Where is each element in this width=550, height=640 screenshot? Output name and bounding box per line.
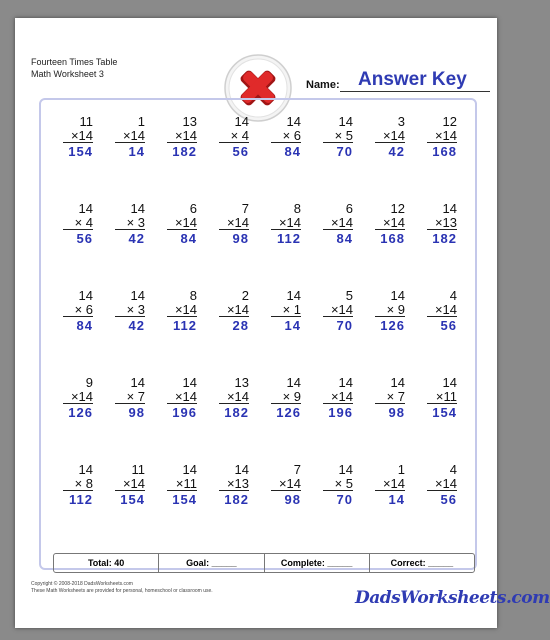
- name-field: [306, 67, 486, 91]
- problem-body: [219, 463, 249, 506]
- multiplier: ×14: [63, 129, 93, 143]
- multiplicand: 7: [293, 462, 301, 477]
- multiplicand: 14: [442, 375, 457, 390]
- multiplicand: 14: [130, 201, 145, 216]
- problem-body: [323, 289, 353, 332]
- answer: 84: [180, 231, 197, 246]
- answer: 14: [388, 492, 405, 507]
- problem: [153, 113, 205, 200]
- problem: [49, 374, 101, 461]
- multiplier: ×13: [219, 477, 249, 491]
- answer-key-label: Answer Key: [358, 69, 467, 90]
- copyright-line-2: These Math Worksheets are provided for personal, homeschool or classroom use.: [31, 588, 213, 594]
- problem: [361, 200, 413, 287]
- multiplicand: 8: [293, 201, 301, 216]
- problem: [413, 113, 465, 200]
- problem-body: [115, 289, 145, 332]
- problem: [205, 374, 257, 461]
- multiplicand: 14: [390, 288, 405, 303]
- answer: 126: [276, 405, 301, 420]
- problem-body: [323, 115, 353, 158]
- problem: [361, 374, 413, 461]
- multiplicand: 14: [286, 288, 301, 303]
- problem-body: [219, 202, 249, 245]
- problem-body: [271, 289, 301, 332]
- multiplier: × 3: [115, 303, 145, 317]
- problem-body: [167, 376, 197, 419]
- answer: 98: [128, 405, 145, 420]
- problem: [361, 113, 413, 200]
- problem: [257, 461, 309, 548]
- answer: 84: [76, 318, 93, 333]
- multiplicand: 1: [137, 114, 145, 129]
- multiplicand: 13: [234, 375, 249, 390]
- multiplicand: 14: [234, 462, 249, 477]
- brand-logo: DadsWorksheets.com: [355, 588, 550, 608]
- problem: [49, 200, 101, 287]
- multiplicand: 14: [78, 201, 93, 216]
- answer: 112: [277, 231, 301, 246]
- multiplier: × 7: [115, 390, 145, 404]
- problem-body: [427, 289, 457, 332]
- multiplier: × 3: [115, 216, 145, 230]
- problem: [205, 287, 257, 374]
- answer: 196: [172, 405, 197, 420]
- problem-body: [271, 463, 301, 506]
- answer: 112: [173, 318, 197, 333]
- multiplicand: 5: [345, 288, 353, 303]
- answer: 126: [68, 405, 93, 420]
- answer: 56: [76, 231, 93, 246]
- multiplicand: 4: [449, 288, 457, 303]
- title-line-2: Math Worksheet 3: [31, 69, 104, 79]
- problem-body: [427, 463, 457, 506]
- goal-cell: Goal: _____: [159, 554, 264, 572]
- answer: 98: [232, 231, 249, 246]
- problem-body: [219, 115, 249, 158]
- multiplier: ×14: [219, 216, 249, 230]
- problem-body: [63, 115, 93, 158]
- multiplier: ×14: [167, 216, 197, 230]
- problem-body: [323, 463, 353, 506]
- problem-body: [375, 115, 405, 158]
- multiplier: ×11: [167, 477, 197, 491]
- answer: 84: [336, 231, 353, 246]
- answer: 42: [388, 144, 405, 159]
- problem: [49, 287, 101, 374]
- answer: 56: [440, 318, 457, 333]
- problem-body: [167, 115, 197, 158]
- multiplier: ×14: [219, 303, 249, 317]
- problem-body: [63, 202, 93, 245]
- answer: 28: [232, 318, 249, 333]
- problem-body: [271, 115, 301, 158]
- multiplicand: 14: [234, 114, 249, 129]
- multiplicand: 14: [338, 114, 353, 129]
- problem: [101, 113, 153, 200]
- multiplier: × 5: [323, 129, 353, 143]
- multiplicand: 11: [79, 114, 93, 129]
- answer: 70: [336, 144, 353, 159]
- multiplicand: 12: [390, 201, 405, 216]
- multiplicand: 9: [85, 375, 93, 390]
- answer: 112: [69, 492, 93, 507]
- multiplier: ×14: [271, 216, 301, 230]
- multiplier: ×14: [323, 390, 353, 404]
- answer: 14: [128, 144, 145, 159]
- problem: [361, 461, 413, 548]
- answer: 56: [232, 144, 249, 159]
- multiplier: ×14: [115, 477, 145, 491]
- problem-body: [271, 376, 301, 419]
- multiplicand: 2: [241, 288, 249, 303]
- multiplicand: 14: [442, 201, 457, 216]
- problem: [101, 461, 153, 548]
- problem: [361, 287, 413, 374]
- multiplicand: 1: [397, 462, 405, 477]
- problem: [101, 200, 153, 287]
- problem-body: [167, 463, 197, 506]
- answer: 70: [336, 492, 353, 507]
- multiplicand: 6: [189, 201, 197, 216]
- problem-body: [115, 376, 145, 419]
- answer: 182: [224, 405, 249, 420]
- problem-body: [219, 376, 249, 419]
- multiplier: ×14: [375, 216, 405, 230]
- problem-body: [375, 463, 405, 506]
- correct-cell: Correct: _____: [390, 558, 454, 568]
- problem: [101, 287, 153, 374]
- answer: 42: [128, 231, 145, 246]
- multiplier: × 4: [219, 129, 249, 143]
- multiplicand: 3: [397, 114, 405, 129]
- answer: 84: [284, 144, 301, 159]
- copyright-text: [31, 581, 213, 595]
- answer: 98: [284, 492, 301, 507]
- problem: [309, 461, 361, 548]
- answer: 182: [172, 144, 197, 159]
- multiplicand: 4: [449, 462, 457, 477]
- multiplier: ×14: [167, 129, 197, 143]
- answer: 126: [380, 318, 405, 333]
- multiplier: × 9: [375, 303, 405, 317]
- answer: 154: [120, 492, 145, 507]
- problem: [257, 287, 309, 374]
- problem-body: [427, 202, 457, 245]
- multiplicand: 7: [241, 201, 249, 216]
- problem: [257, 374, 309, 461]
- problem-body: [219, 289, 249, 332]
- problem: [413, 200, 465, 287]
- answer: 154: [68, 144, 93, 159]
- problem-body: [115, 463, 145, 506]
- problem-body: [63, 463, 93, 506]
- complete-cell: Complete: _____: [265, 554, 370, 572]
- problem-body: [375, 289, 405, 332]
- score-bar: [53, 553, 475, 573]
- multiplicand: 14: [286, 114, 301, 129]
- problem: [413, 374, 465, 461]
- problem: [153, 461, 205, 548]
- multiplicand: 14: [130, 288, 145, 303]
- multiplier: ×14: [427, 129, 457, 143]
- multiplier: ×11: [427, 390, 457, 404]
- problem: [309, 200, 361, 287]
- problem-grid: [49, 113, 465, 543]
- answer: 42: [128, 318, 145, 333]
- problem-body: [427, 115, 457, 158]
- problem-body: [323, 376, 353, 419]
- multiplicand: 14: [390, 375, 405, 390]
- title-line-1: Fourteen Times Table: [31, 57, 118, 67]
- answer: 56: [440, 492, 457, 507]
- problem: [257, 200, 309, 287]
- multiplicand: 8: [189, 288, 197, 303]
- answer: 182: [432, 231, 457, 246]
- problem: [205, 200, 257, 287]
- multiplicand: 14: [78, 288, 93, 303]
- multiplier: ×14: [323, 216, 353, 230]
- problem: [205, 113, 257, 200]
- multiplier: ×14: [323, 303, 353, 317]
- problem: [49, 461, 101, 548]
- answer: 168: [432, 144, 457, 159]
- problem-body: [63, 376, 93, 419]
- problem: [309, 113, 361, 200]
- problem-body: [375, 376, 405, 419]
- answer: 14: [284, 318, 301, 333]
- problem-body: [375, 202, 405, 245]
- worksheet-page: [15, 18, 550, 628]
- multiplicand: 14: [130, 375, 145, 390]
- multiplicand: 14: [182, 375, 197, 390]
- problem: [153, 287, 205, 374]
- multiplier: ×14: [271, 477, 301, 491]
- problem-body: [63, 289, 93, 332]
- multiplier: × 5: [323, 477, 353, 491]
- multiplier: × 6: [63, 303, 93, 317]
- answer: 196: [328, 405, 353, 420]
- problem: [257, 113, 309, 200]
- answer: 70: [336, 318, 353, 333]
- problem: [153, 200, 205, 287]
- problem-body: [167, 289, 197, 332]
- multiplicand: 11: [131, 462, 145, 477]
- problem: [205, 461, 257, 548]
- multiplicand: 14: [286, 375, 301, 390]
- multiplier: ×14: [115, 129, 145, 143]
- multiplier: × 1: [271, 303, 301, 317]
- multiplier: ×14: [63, 390, 93, 404]
- answer: 154: [432, 405, 457, 420]
- problem-body: [323, 202, 353, 245]
- name-label: Name:: [306, 79, 340, 91]
- problem: [49, 113, 101, 200]
- problem: [309, 287, 361, 374]
- multiplier: ×13: [427, 216, 457, 230]
- problem-body: [271, 202, 301, 245]
- multiplier: ×14: [167, 303, 197, 317]
- problem: [413, 461, 465, 548]
- total-cell: Total: 40: [54, 554, 159, 572]
- problem-body: [427, 376, 457, 419]
- multiplier: × 8: [63, 477, 93, 491]
- answer: 154: [172, 492, 197, 507]
- multiplicand: 6: [345, 201, 353, 216]
- problem: [153, 374, 205, 461]
- answer: 98: [388, 405, 405, 420]
- multiplicand: 12: [442, 114, 457, 129]
- problem-body: [115, 202, 145, 245]
- multiplier: ×14: [427, 303, 457, 317]
- multiplier: × 7: [375, 390, 405, 404]
- problem: [101, 374, 153, 461]
- problem-body: [167, 202, 197, 245]
- answer: 168: [380, 231, 405, 246]
- multiplier: ×14: [219, 390, 249, 404]
- multiplier: ×14: [375, 477, 405, 491]
- name-line: [340, 91, 490, 92]
- problem: [413, 287, 465, 374]
- problem: [309, 374, 361, 461]
- problem-body: [115, 115, 145, 158]
- multiplier: ×14: [427, 477, 457, 491]
- multiplier: × 9: [271, 390, 301, 404]
- multiplier: × 4: [63, 216, 93, 230]
- multiplicand: 14: [78, 462, 93, 477]
- answer: 182: [224, 492, 249, 507]
- copyright-line-1: Copyright © 2008-2018 DadsWorksheets.com: [31, 581, 133, 587]
- multiplicand: 14: [338, 462, 353, 477]
- multiplier: ×14: [375, 129, 405, 143]
- multiplicand: 14: [182, 462, 197, 477]
- multiplier: ×14: [167, 390, 197, 404]
- multiplicand: 13: [182, 114, 197, 129]
- worksheet-title: [31, 56, 117, 80]
- multiplicand: 14: [338, 375, 353, 390]
- multiplier: × 6: [271, 129, 301, 143]
